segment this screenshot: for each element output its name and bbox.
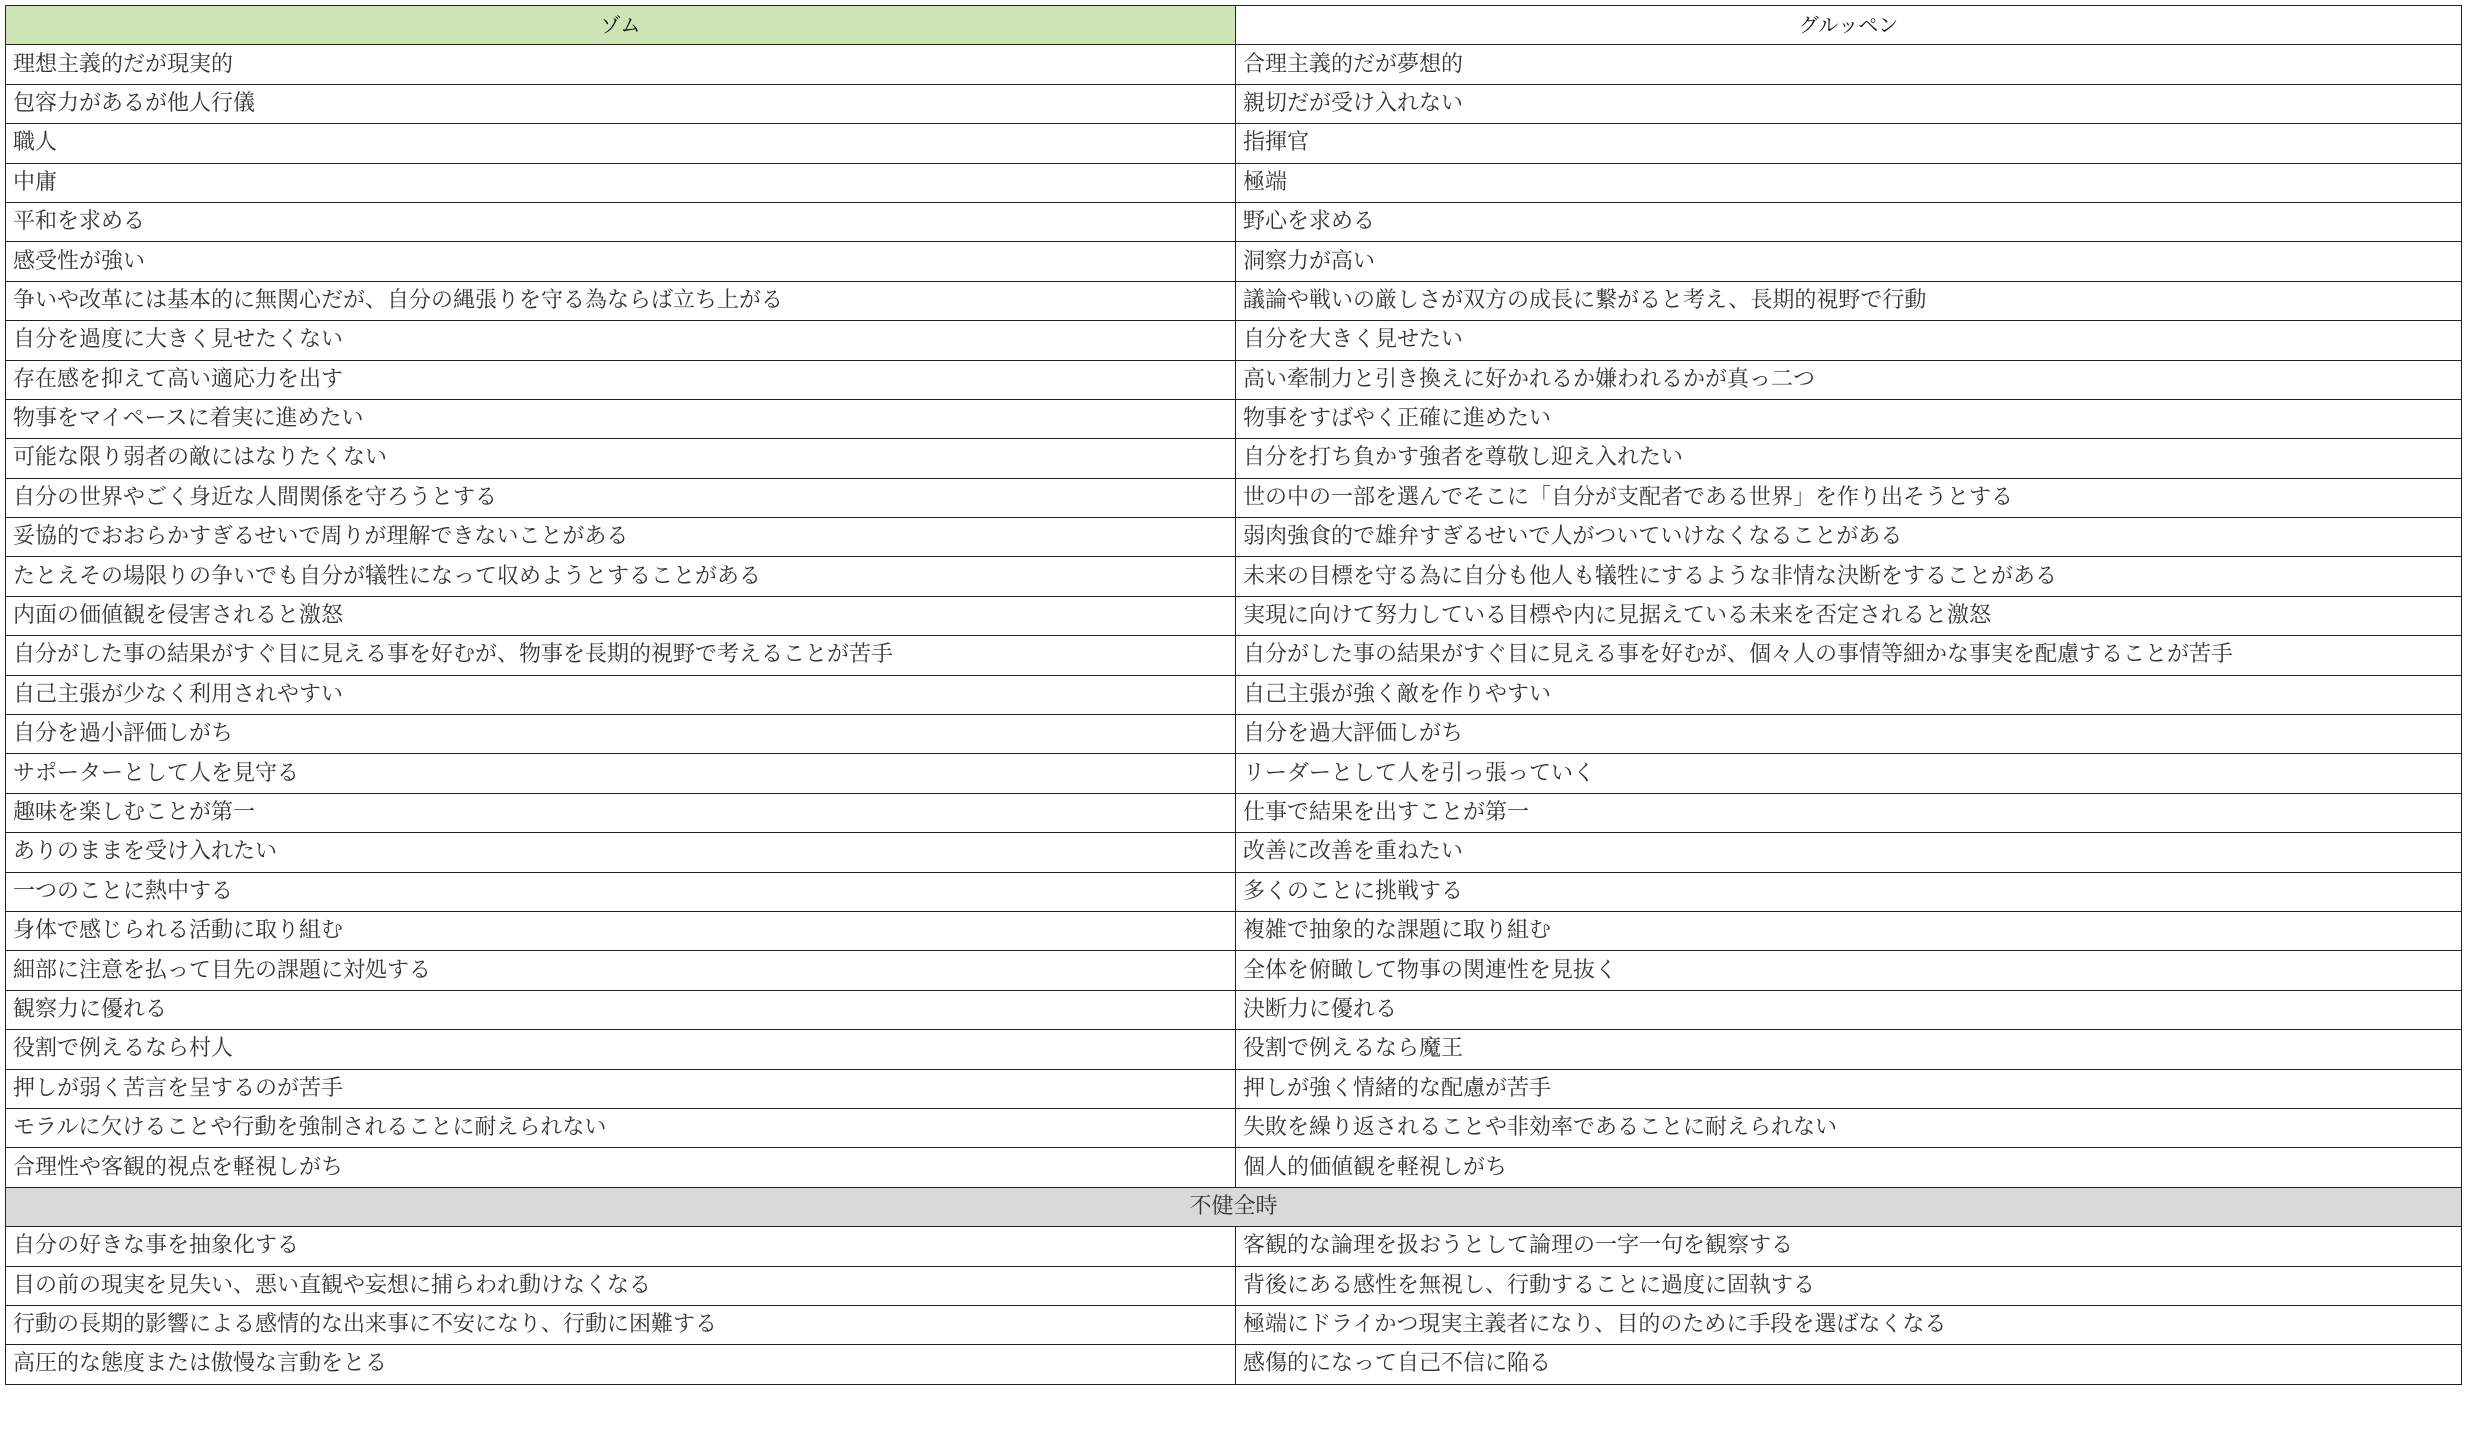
cell-zom[interactable]: 感受性が強い: [6, 242, 1236, 281]
cell-gruppen[interactable]: 決断力に優れる: [1236, 990, 2462, 1029]
table-row: [6, 242, 2462, 281]
cell-zom[interactable]: 自己主張が少なく利用されやすい: [6, 675, 1236, 714]
cell-zom[interactable]: 自分の好きな事を抽象化する: [6, 1227, 1236, 1266]
cell-gruppen[interactable]: 高い牽制力と引き換えに好かれるか嫌われるかが真っ二つ: [1236, 360, 2462, 399]
cell-gruppen[interactable]: 親切だが受け入れない: [1236, 84, 2462, 123]
section-header-cell[interactable]: 不健全時: [6, 1187, 2462, 1226]
cell-zom[interactable]: 高圧的な態度または傲慢な言動をとる: [6, 1345, 1236, 1384]
cell-zom[interactable]: 妥協的でおおらかすぎるせいで周りが理解できないことがある: [6, 518, 1236, 557]
table-row: [6, 321, 2462, 360]
cell-zom[interactable]: 自分がした事の結果がすぐ目に見える事を好むが、物事を長期的視野で考えることが苦手: [6, 636, 1236, 675]
table-row: [6, 45, 2462, 84]
table-row: [6, 557, 2462, 596]
section-table-row: [6, 1305, 2462, 1344]
table-row: [6, 675, 2462, 714]
table-row: [6, 1030, 2462, 1069]
cell-gruppen[interactable]: 失敗を繰り返されることや非効率であることに耐えられない: [1236, 1108, 2462, 1147]
cell-zom[interactable]: 理想主義的だが現実的: [6, 45, 1236, 84]
header-cell-zom[interactable]: ゾム: [6, 6, 1236, 45]
table-row: [6, 1108, 2462, 1147]
cell-gruppen[interactable]: 自分を大きく見せたい: [1236, 321, 2462, 360]
cell-gruppen[interactable]: 指揮官: [1236, 124, 2462, 163]
cell-zom[interactable]: 争いや改革には基本的に無関心だが、自分の縄張りを守る為ならば立ち上がる: [6, 281, 1236, 320]
table-row: [6, 636, 2462, 675]
table-row: [6, 399, 2462, 438]
cell-zom[interactable]: 身体で感じられる活動に取り組む: [6, 911, 1236, 950]
cell-gruppen[interactable]: 複雑で抽象的な課題に取り組む: [1236, 911, 2462, 950]
cell-gruppen[interactable]: リーダーとして人を引っ張っていく: [1236, 754, 2462, 793]
cell-zom[interactable]: 物事をマイペースに着実に進めたい: [6, 399, 1236, 438]
cell-zom[interactable]: 存在感を抑えて高い適応力を出す: [6, 360, 1236, 399]
cell-gruppen[interactable]: 改善に改善を重ねたい: [1236, 833, 2462, 872]
cell-gruppen[interactable]: 自己主張が強く敵を作りやすい: [1236, 675, 2462, 714]
table-row: [6, 1069, 2462, 1108]
table-row: [6, 951, 2462, 990]
cell-gruppen[interactable]: 個人的価値観を軽視しがち: [1236, 1148, 2462, 1187]
cell-zom[interactable]: 押しが弱く苦言を呈するのが苦手: [6, 1069, 1236, 1108]
cell-zom[interactable]: 一つのことに熱中する: [6, 872, 1236, 911]
table-row: [6, 281, 2462, 320]
cell-zom[interactable]: たとえその場限りの争いでも自分が犠牲になって収めようとすることがある: [6, 557, 1236, 596]
cell-zom[interactable]: 行動の長期的影響による感情的な出来事に不安になり、行動に困難する: [6, 1305, 1236, 1344]
table-row: [6, 833, 2462, 872]
cell-gruppen[interactable]: 極端: [1236, 163, 2462, 202]
cell-zom[interactable]: 内面の価値観を侵害されると激怒: [6, 596, 1236, 635]
header-cell-gruppen[interactable]: グルッペン: [1236, 6, 2462, 45]
cell-gruppen[interactable]: 議論や戦いの厳しさが双方の成長に繋がると考え、長期的視野で行動: [1236, 281, 2462, 320]
cell-zom[interactable]: 自分を過度に大きく見せたくない: [6, 321, 1236, 360]
table-row: [6, 439, 2462, 478]
cell-zom[interactable]: 役割で例えるなら村人: [6, 1030, 1236, 1069]
cell-zom[interactable]: 細部に注意を払って目先の課題に対処する: [6, 951, 1236, 990]
unhealthy-section: [6, 1187, 2462, 1384]
table-row: [6, 1148, 2462, 1187]
cell-zom[interactable]: 包容力があるが他人行儀: [6, 84, 1236, 123]
cell-gruppen[interactable]: 自分を打ち負かす強者を尊敬し迎え入れたい: [1236, 439, 2462, 478]
table-row: [6, 911, 2462, 950]
cell-zom[interactable]: 中庸: [6, 163, 1236, 202]
cell-zom[interactable]: 職人: [6, 124, 1236, 163]
cell-gruppen[interactable]: 自分がした事の結果がすぐ目に見える事を好むが、個々人の事情等細かな事実を配慮することが苦手: [1236, 636, 2462, 675]
cell-gruppen[interactable]: 多くのことに挑戦する: [1236, 872, 2462, 911]
section-header-row: [6, 1187, 2462, 1226]
cell-gruppen[interactable]: 客観的な論理を扱おうとして論理の一字一句を観察する: [1236, 1227, 2462, 1266]
table-row: [6, 360, 2462, 399]
cell-zom[interactable]: 観察力に優れる: [6, 990, 1236, 1029]
cell-zom[interactable]: 自分を過小評価しがち: [6, 715, 1236, 754]
cell-gruppen[interactable]: 弱肉強食的で雄弁すぎるせいで人がついていけなくなることがある: [1236, 518, 2462, 557]
section-table-row: [6, 1345, 2462, 1384]
cell-zom[interactable]: ありのままを受け入れたい: [6, 833, 1236, 872]
cell-gruppen[interactable]: 仕事で結果を出すことが第一: [1236, 793, 2462, 832]
cell-zom[interactable]: 平和を求める: [6, 202, 1236, 241]
table-row: [6, 518, 2462, 557]
cell-gruppen[interactable]: 感傷的になって自己不信に陥る: [1236, 1345, 2462, 1384]
cell-gruppen[interactable]: 未来の目標を守る為に自分も他人も犠牲にするような非情な決断をすることがある: [1236, 557, 2462, 596]
cell-zom[interactable]: 可能な限り弱者の敵にはなりたくない: [6, 439, 1236, 478]
table-row: [6, 793, 2462, 832]
cell-gruppen[interactable]: 役割で例えるなら魔王: [1236, 1030, 2462, 1069]
table-row: [6, 163, 2462, 202]
table-row: [6, 478, 2462, 517]
cell-zom[interactable]: 趣味を楽しむことが第一: [6, 793, 1236, 832]
cell-gruppen[interactable]: 押しが強く情緒的な配慮が苦手: [1236, 1069, 2462, 1108]
section-table-row: [6, 1227, 2462, 1266]
comparison-table: [5, 5, 2462, 1385]
cell-gruppen[interactable]: 極端にドライかつ現実主義者になり、目的のために手段を選ばなくなる: [1236, 1305, 2462, 1344]
section-table-row: [6, 1266, 2462, 1305]
table-row: [6, 715, 2462, 754]
cell-gruppen[interactable]: 背後にある感性を無視し、行動することに過度に固執する: [1236, 1266, 2462, 1305]
cell-zom[interactable]: 目の前の現実を見失い、悪い直観や妄想に捕らわれ動けなくなる: [6, 1266, 1236, 1305]
cell-gruppen[interactable]: 野心を求める: [1236, 202, 2462, 241]
cell-gruppen[interactable]: 物事をすばやく正確に進めたい: [1236, 399, 2462, 438]
table-row: [6, 596, 2462, 635]
cell-zom[interactable]: モラルに欠けることや行動を強制されることに耐えられない: [6, 1108, 1236, 1147]
cell-gruppen[interactable]: 自分を過大評価しがち: [1236, 715, 2462, 754]
header-row: [6, 6, 2462, 45]
table-body: [6, 45, 2462, 1187]
cell-gruppen[interactable]: 洞察力が高い: [1236, 242, 2462, 281]
cell-gruppen[interactable]: 全体を俯瞰して物事の関連性を見抜く: [1236, 951, 2462, 990]
table-row: [6, 754, 2462, 793]
cell-gruppen[interactable]: 実現に向けて努力している目標や内に見据えている未来を否定されると激怒: [1236, 596, 2462, 635]
cell-zom[interactable]: 合理性や客観的視点を軽視しがち: [6, 1148, 1236, 1187]
table-row: [6, 124, 2462, 163]
cell-gruppen[interactable]: 世の中の一部を選んでそこに「自分が支配者である世界」を作り出そうとする: [1236, 478, 2462, 517]
table-row: [6, 84, 2462, 123]
table-row: [6, 202, 2462, 241]
cell-zom[interactable]: サポーターとして人を見守る: [6, 754, 1236, 793]
cell-gruppen[interactable]: 合理主義的だが夢想的: [1236, 45, 2462, 84]
table-row: [6, 990, 2462, 1029]
table-row: [6, 872, 2462, 911]
cell-zom[interactable]: 自分の世界やごく身近な人間関係を守ろうとする: [6, 478, 1236, 517]
